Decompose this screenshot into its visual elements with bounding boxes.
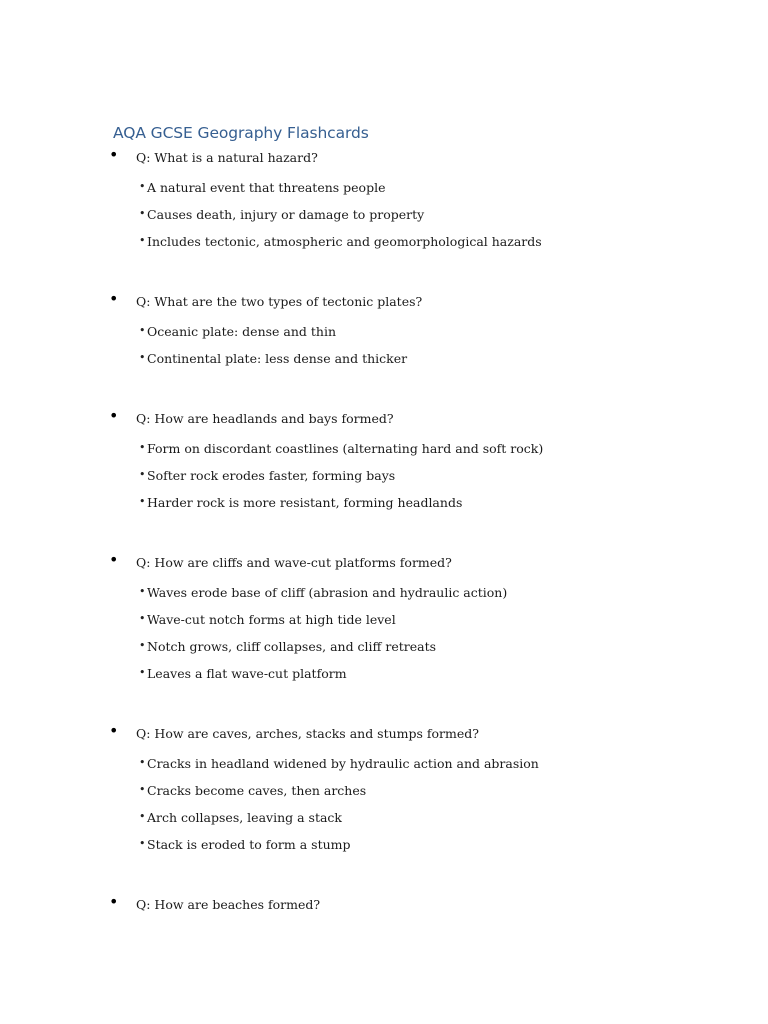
flashcard (0, 550, 768, 693)
answer-text: Oceanic plate: dense and thin (147, 324, 337, 339)
answer-text: Wave-cut notch forms at high tide level (147, 612, 396, 627)
answer-text: Harder rock is more resistant, forming headlands (147, 495, 463, 510)
small-bullet-icon: • (139, 837, 146, 850)
flashcard-question (0, 145, 768, 168)
answer-list (0, 585, 768, 693)
answer-point (0, 837, 768, 864)
answer-list (0, 180, 768, 261)
small-bullet-icon: • (139, 207, 146, 220)
flashcard (0, 721, 768, 864)
answer-point (0, 207, 768, 234)
answer-point (0, 612, 768, 639)
answer-point (0, 351, 768, 378)
answer-text: Cracks become caves, then arches (147, 783, 367, 798)
small-bullet-icon: • (139, 351, 146, 364)
answer-list (0, 441, 768, 522)
answer-text: Notch grows, cliff collapses, and cliff retreats (147, 639, 437, 654)
answer-text: Stack is eroded to form a stump (147, 837, 351, 852)
small-bullet-icon: • (139, 468, 146, 481)
flashcard (0, 892, 768, 915)
question-text: Q: What are the two types of tectonic plates? (136, 294, 423, 309)
answer-text: Continental plate: less dense and thicker (147, 351, 408, 366)
answer-point (0, 441, 768, 468)
answer-list (0, 324, 768, 378)
question-text: Q: What is a natural hazard? (136, 150, 318, 165)
answer-point (0, 585, 768, 612)
question-text: Q: How are beaches formed? (136, 897, 321, 912)
answer-text: Cracks in headland widened by hydraulic action and abrasion (147, 756, 539, 771)
small-bullet-icon: • (139, 324, 146, 337)
question-text: Q: How are headlands and bays formed? (136, 411, 394, 426)
answer-text: Arch collapses, leaving a stack (147, 810, 343, 825)
answer-text: Softer rock erodes faster, forming bays (147, 468, 396, 483)
small-bullet-icon: • (139, 783, 146, 796)
flashcard-question (0, 892, 768, 915)
bullet-icon: • (109, 406, 119, 425)
answer-point (0, 180, 768, 207)
answer-point (0, 234, 768, 261)
small-bullet-icon: • (139, 495, 146, 508)
answer-point (0, 783, 768, 810)
bullet-icon: • (109, 145, 119, 164)
flashcard (0, 289, 768, 378)
small-bullet-icon: • (139, 756, 146, 769)
bullet-icon: • (109, 289, 119, 308)
question-text: Q: How are cliffs and wave-cut platforms formed? (136, 555, 452, 570)
flashcard-question (0, 406, 768, 429)
answer-point (0, 756, 768, 783)
answer-point (0, 324, 768, 351)
answer-point (0, 810, 768, 837)
page-title: AQA GCSE Geography Flashcards (113, 124, 369, 142)
flashcard-list (0, 145, 768, 915)
answer-point (0, 666, 768, 693)
answer-text: Leaves a flat wave-cut platform (147, 666, 347, 681)
small-bullet-icon: • (139, 180, 146, 193)
question-text: Q: How are caves, arches, stacks and stumps formed? (136, 726, 479, 741)
small-bullet-icon: • (139, 612, 146, 625)
small-bullet-icon: • (139, 639, 146, 652)
flashcard (0, 406, 768, 522)
answer-text: A natural event that threatens people (147, 180, 386, 195)
answer-text: Form on discordant coastlines (alternating hard and soft rock) (147, 441, 544, 456)
answer-text: Causes death, injury or damage to property (147, 207, 425, 222)
answer-point (0, 468, 768, 495)
answer-list (0, 756, 768, 864)
small-bullet-icon: • (139, 234, 146, 247)
bullet-icon: • (109, 721, 119, 740)
answer-text: Waves erode base of cliff (abrasion and hydraulic action) (147, 585, 508, 600)
bullet-icon: • (109, 550, 119, 569)
flashcard-question (0, 550, 768, 573)
answer-point (0, 495, 768, 522)
flashcard-question (0, 721, 768, 744)
small-bullet-icon: • (139, 810, 146, 823)
answer-point (0, 639, 768, 666)
small-bullet-icon: • (139, 666, 146, 679)
flashcard (0, 145, 768, 261)
bullet-icon: • (109, 892, 119, 911)
small-bullet-icon: • (139, 585, 146, 598)
small-bullet-icon: • (139, 441, 146, 454)
flashcard-question (0, 289, 768, 312)
answer-text: Includes tectonic, atmospheric and geomorphological hazards (147, 234, 542, 249)
